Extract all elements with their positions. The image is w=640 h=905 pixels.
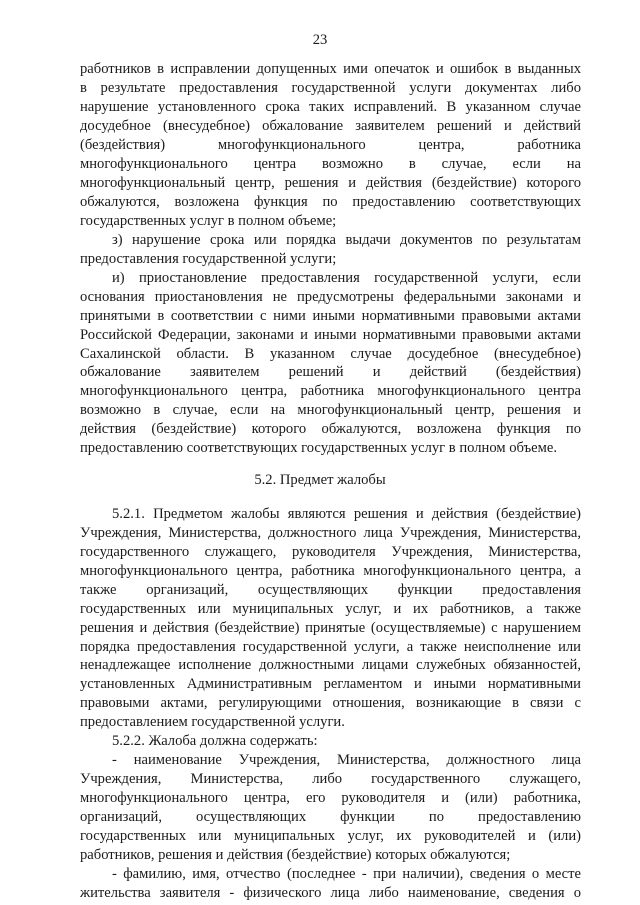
- text-line: работников, решения и действия (бездействие) которых обжалуются;: [80, 847, 511, 864]
- text-line: нарушение установленного срока таких исправлений. В указанном случае: [80, 98, 581, 115]
- list-item-first-line: - фамилию, имя, отчество (последнее - при наличии), сведения о месте: [112, 866, 581, 882]
- paragraph-first-line: з) нарушение срока или порядка выдачи документов по результатам: [112, 231, 581, 248]
- text-line: многофункционального центра, его руководителя и (или) работника,: [80, 790, 581, 807]
- text-line: организаций, осуществляющих функции по предоставлению: [80, 809, 581, 826]
- text-line: обжалование заявителем решений и действий (бездействия): [80, 364, 581, 381]
- text-line: предоставления государственной услуги;: [80, 250, 337, 267]
- text-line: (бездействия) многофункционального центра, работника: [80, 136, 581, 153]
- text-line: многофункциональный центр, решения и действия (бездействие) которого: [80, 174, 581, 191]
- text-line: государственных или муниципальных услуг, и их работников, а также: [80, 600, 581, 617]
- text-line: принятыми в соответствии с ними иными нормативными правовыми актами: [80, 307, 581, 324]
- text-line: государственных или муниципальных услуг, их руководителей и (или): [80, 828, 581, 845]
- text-line: порядка предоставления государственной услуги, а также неисполнение или: [80, 638, 581, 655]
- text-line: установленных Административным регламентом и иными нормативными: [80, 676, 581, 693]
- paragraph-first-line: 5.2.2. Жалоба должна содержать:: [112, 733, 318, 750]
- page-number: 23: [312, 32, 328, 48]
- text-line: государственных услуг в полном объеме;: [80, 212, 337, 229]
- text-line: также организаций, осуществляющих функции предоставления: [80, 581, 581, 598]
- text-line: многофункционального центра, работника многофункционального центра, а: [80, 562, 581, 579]
- text-line: возможно в случае, если на многофункциональный центр, решения и: [80, 402, 581, 419]
- text-line: обжалуются, возложена функция по предоставлению соответствующих: [80, 193, 581, 210]
- section-heading: 5.2. Предмет жалобы: [254, 471, 386, 488]
- text-line: государственного служащего, руководителя Учреждения, Министерства,: [80, 543, 581, 560]
- text-line: решения и действия (бездействие) принятые (осуществляемые) с нарушением: [80, 619, 581, 636]
- text-line: правовыми актами, регулирующими отношения, возникающие в связи с: [80, 695, 581, 712]
- text-line: работников в исправлении допущенных ими опечаток и ошибок в выданных: [80, 61, 581, 77]
- text-line: Российской Федерации, законами и иными нормативными правовыми актами: [80, 326, 581, 343]
- paragraph-first-line: 5.2.1. Предметом жалобы являются решения и действия (бездействие): [112, 505, 581, 522]
- text-line: основания приостановления не предусмотрены федеральными законами и: [80, 288, 581, 305]
- text-line: Учреждения, Министерства, должностного лица Учреждения, Министерства,: [80, 524, 581, 541]
- text-line: досудебное (внесудебное) обжалование заявителем решений и действий: [80, 117, 581, 134]
- text-line: предоставлением государственной услуги.: [80, 714, 345, 731]
- paragraph-first-line: и) приостановление предоставления государственной услуги, если: [112, 269, 581, 286]
- text-line: действия (бездействие) которого обжалуются, возложена функция по: [80, 421, 581, 438]
- text-line: ненадлежащее исполнение должностными лицами служебных обязанностей,: [80, 657, 581, 674]
- list-item-first-line: - наименование Учреждения, Министерства, должностного лица: [112, 752, 581, 769]
- text-line: в результате предоставления государственной услуги документах либо: [80, 80, 581, 96]
- text-line: жительства заявителя - физического лица либо наименование, сведения о: [80, 885, 581, 901]
- text-line: Учреждения, Министерства, либо государственного служащего,: [80, 771, 581, 788]
- text-line: многофункционального центра, работника многофункционального центра: [80, 383, 581, 400]
- text-line: предоставлению соответствующих государственных услуг в полном объеме.: [80, 440, 557, 457]
- text-line: Сахалинской области. В указанном случае досудебное (внесудебное): [80, 345, 581, 362]
- text-line: многофункционального центра возможно в случае, если на: [80, 155, 581, 172]
